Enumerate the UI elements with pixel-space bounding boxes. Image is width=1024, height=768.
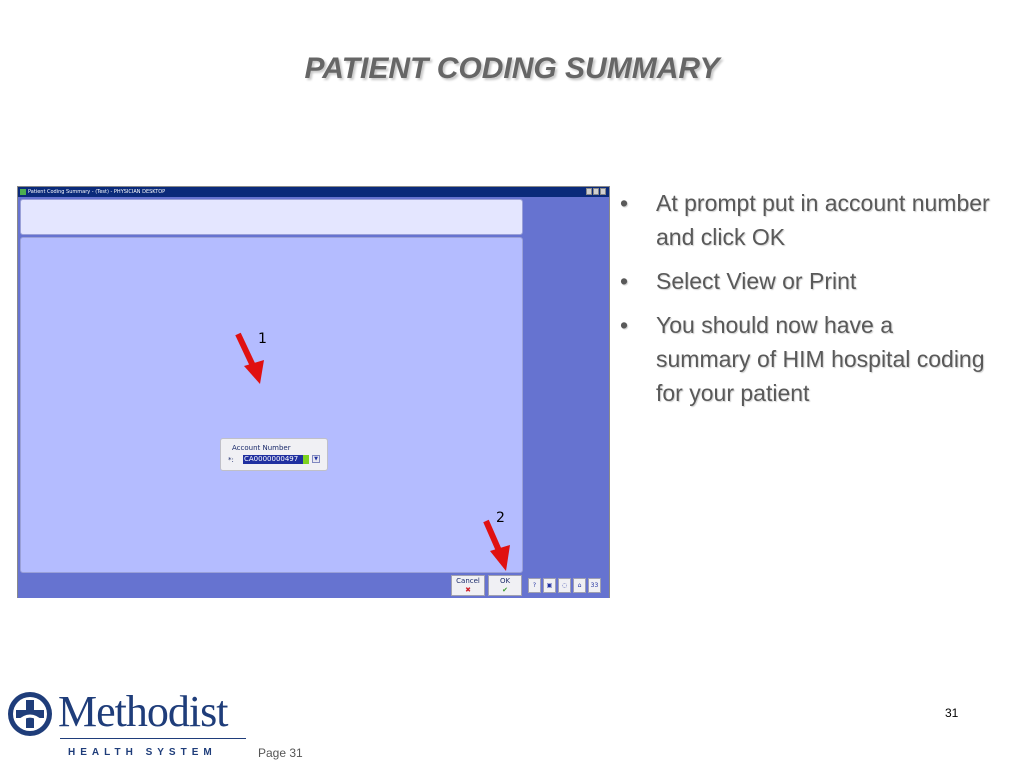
callout-number-2: 2 — [496, 510, 505, 526]
print-icon[interactable]: ▣ — [543, 578, 556, 593]
instruction-item: • Select View or Print — [620, 264, 992, 298]
instruction-list — [620, 186, 992, 420]
app-window-screenshot — [17, 186, 610, 598]
cancel-x-icon: ✖ — [465, 586, 471, 594]
logo-divider — [60, 738, 246, 739]
account-number-label: Account Number — [232, 444, 291, 452]
account-number-prompt — [220, 438, 328, 471]
ok-button[interactable] — [488, 575, 522, 596]
header-panel — [20, 199, 523, 235]
instruction-item: • You should now have a summary of HIM hospital coding for your patient — [620, 308, 992, 410]
bottom-toolbar — [18, 574, 609, 598]
chevron-down-icon[interactable]: ▼ — [312, 455, 320, 463]
cross-emblem-icon — [6, 690, 54, 738]
instruction-item: • At prompt put in account number and click OK — [620, 186, 992, 254]
account-number-input[interactable]: CA0000000497 — [243, 455, 303, 464]
page-label: Page 31 — [258, 746, 303, 760]
minimize-icon[interactable] — [586, 188, 592, 195]
ok-check-icon: ✔ — [502, 586, 508, 594]
slide-title: PATIENT CODING SUMMARY — [304, 52, 720, 85]
window-controls — [586, 188, 606, 195]
callout-number-1: 1 — [258, 331, 267, 347]
logo-subtitle: HEALTH SYSTEM — [68, 747, 217, 758]
window-title: Patient Coding Summary - (Test) - PHYSICIAN DESKTOP — [28, 189, 166, 195]
input-valid-indicator — [303, 455, 309, 464]
window-title-bar — [18, 187, 609, 197]
maximize-icon[interactable] — [593, 188, 599, 195]
side-strip — [526, 199, 609, 573]
refresh-icon[interactable]: ◌ — [558, 578, 571, 593]
slide-number: 31 — [945, 706, 959, 720]
callout-arrow-2 — [480, 517, 520, 577]
cancel-button[interactable] — [451, 575, 485, 596]
badge-icon[interactable]: 33 — [588, 578, 601, 593]
home-icon[interactable]: ⌂ — [573, 578, 586, 593]
close-icon[interactable] — [600, 188, 606, 195]
app-icon — [20, 189, 26, 195]
main-panel — [20, 237, 523, 573]
methodist-logo — [6, 687, 250, 760]
logo-name: Methodist — [58, 687, 228, 736]
ok-label: OK — [499, 577, 511, 585]
required-marker: *: — [228, 456, 234, 464]
cancel-label: Cancel — [456, 577, 480, 585]
help-icon[interactable]: ? — [528, 578, 541, 593]
